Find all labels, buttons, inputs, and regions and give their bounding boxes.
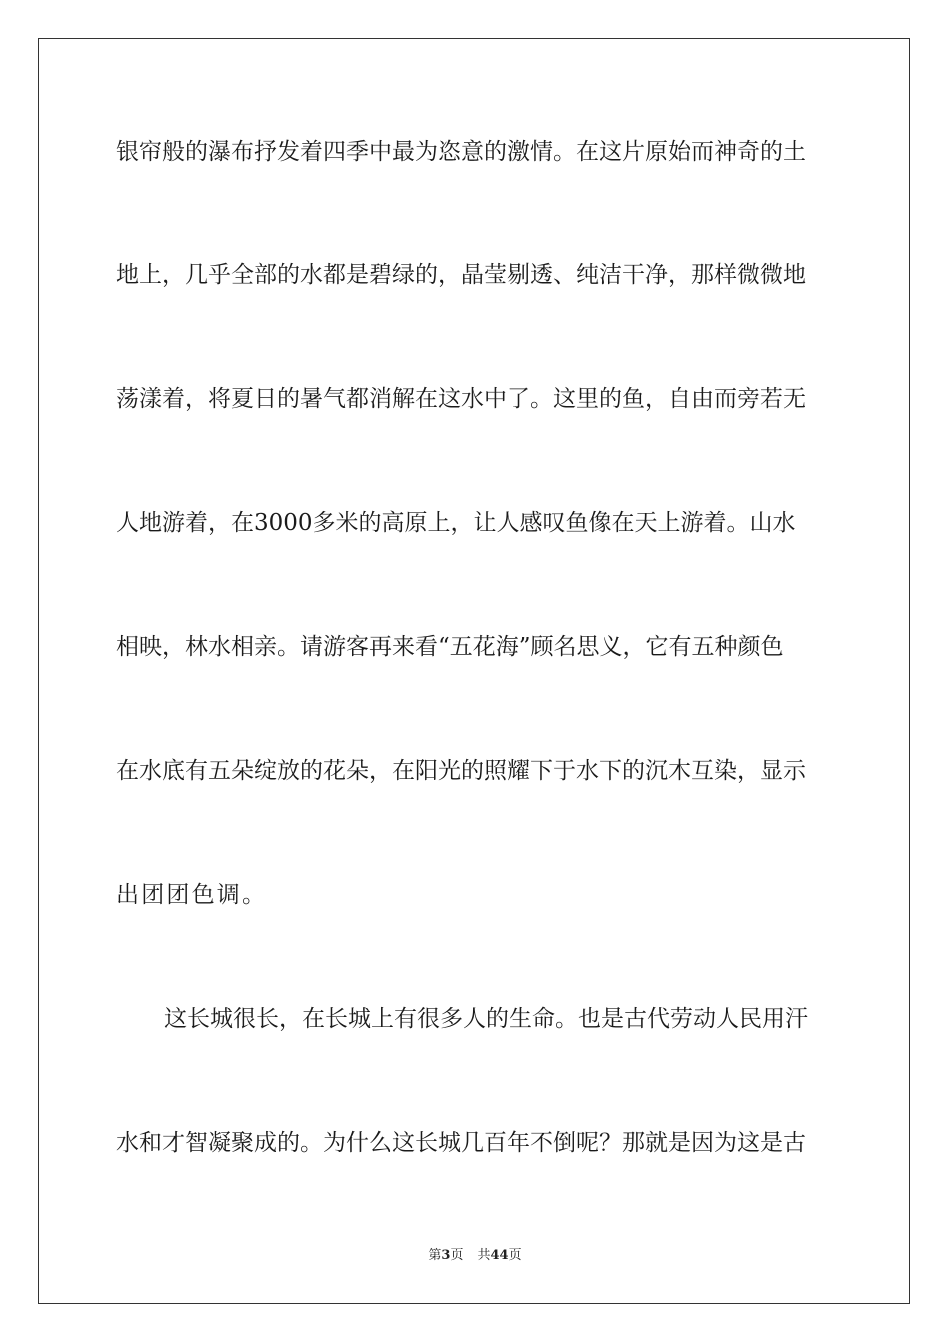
- text-line: 银帘般的瀑布抒发着四季中最为恣意的激情。在这片原始而神奇的土: [116, 139, 806, 165]
- page-suffix: 页: [450, 1248, 464, 1263]
- page-footer: [0, 1247, 950, 1265]
- text-line: 水和才智凝聚成的。为什么这长城几百年不倒呢？那就是因为这是古: [116, 1130, 806, 1156]
- text-line: 荡漾着，将夏日的暑气都消解在这水中了。这里的鱼，自由而旁若无: [116, 386, 806, 412]
- total-prefix: 共: [477, 1248, 491, 1263]
- total-suffix: 页: [508, 1248, 522, 1263]
- text-line: 出团团色调。: [116, 882, 268, 908]
- paragraph-first-line: 这长城很长，在长城上有很多人的生命。也是古代劳动人民用汗: [164, 1006, 808, 1032]
- page-number: 3: [441, 1248, 451, 1263]
- page-prefix: 第: [428, 1248, 442, 1263]
- page-border: [38, 38, 910, 1304]
- text-line: 人地游着，在3000多米的高原上，让人感叹鱼像在天上游着。山水: [116, 510, 796, 536]
- total-pages: 44: [490, 1248, 509, 1263]
- text-line: 地上，几乎全部的水都是碧绿的，晶莹剔透、纯洁干净，那样微微地: [116, 262, 806, 288]
- text-line: 在水底有五朵绽放的花朵，在阳光的照耀下于水下的沉木互染，显示: [116, 758, 806, 784]
- text-line: 相映，林水相亲。请游客再来看“五花海”顾名思义，它有五种颜色: [116, 634, 784, 660]
